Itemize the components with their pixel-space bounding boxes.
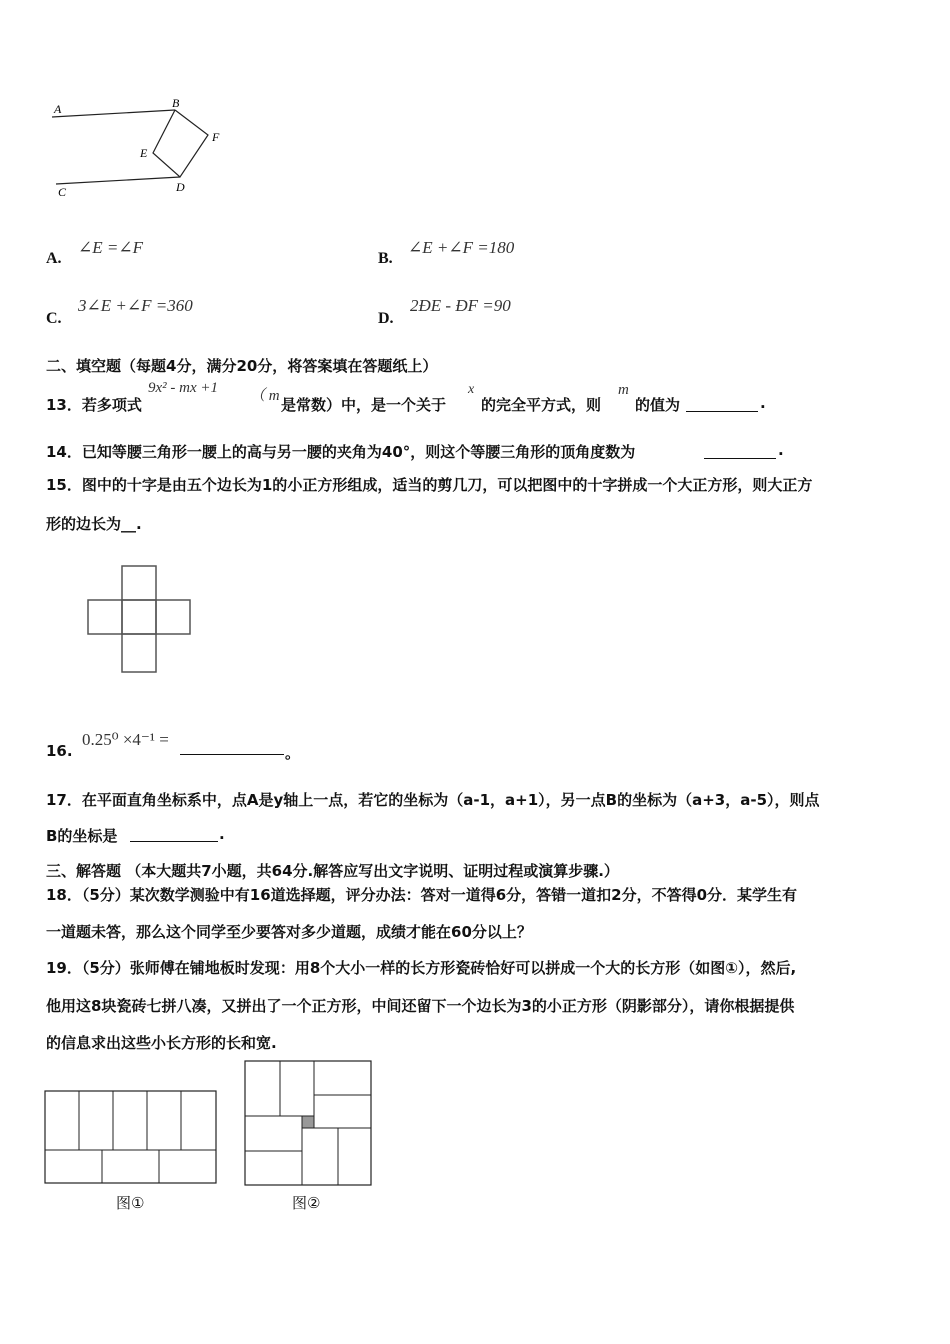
q19-line2: 他用这8块瓷砖七拼八凑，又拼出了一个正方形，中间还留下一个边长为3的小正方形（阴影部分），请你根据提供 bbox=[46, 997, 795, 1015]
q13-t4: 的值为 bbox=[635, 396, 681, 414]
label-a: A bbox=[54, 102, 62, 116]
option-d-letter: D. bbox=[378, 310, 394, 327]
label-d: D bbox=[176, 180, 185, 194]
polygon-befd bbox=[153, 110, 208, 177]
label-b: B bbox=[172, 96, 180, 110]
q13-m1: （ m bbox=[250, 388, 280, 404]
q17-line1: 17．在平面直角坐标系中，点A是y轴上一点，若它的坐标为（a-1，a+1），另一点B的坐标为（a+3，a-5），则点 bbox=[46, 791, 820, 809]
q13-m2: m bbox=[618, 382, 629, 398]
q13-poly: 9x² - mx +1 bbox=[148, 380, 219, 396]
label-e: E bbox=[140, 146, 148, 160]
q13-t2: 是常数）中，是一个关于 bbox=[281, 396, 447, 414]
option-c-letter: C. bbox=[46, 310, 62, 327]
q15-line2: 形的边长为__. bbox=[46, 515, 142, 533]
option-c-expr: 3∠E +∠F =360 bbox=[78, 296, 193, 315]
line-cd bbox=[56, 177, 180, 184]
q16-expr: 0.25⁰ ×4⁻¹ = bbox=[82, 730, 169, 749]
cross-square-left bbox=[88, 600, 122, 634]
cross-square-right bbox=[156, 600, 190, 634]
fig2-caption: 图② bbox=[292, 1194, 321, 1212]
tile-figure-1 bbox=[44, 1090, 219, 1186]
q13-t3: 的完全平方式，则 bbox=[481, 396, 602, 414]
cross-square-top bbox=[122, 566, 156, 600]
fig1-outline bbox=[45, 1091, 216, 1183]
q13-num: 13．若多项式 bbox=[46, 396, 142, 414]
q19-line3: 的信息求出这些小长方形的长和宽. bbox=[46, 1034, 277, 1052]
option-b-letter: B. bbox=[378, 250, 393, 267]
q17-end: . bbox=[219, 825, 225, 843]
q14-blank bbox=[704, 458, 776, 459]
q19-line1: 19．（5分）张师傅在铺地板时发现：用8个大小一样的长方形瓷砖恰好可以拼成一个大的长方形（如图①），然后, bbox=[46, 959, 797, 977]
q17-line2: B的坐标是 bbox=[46, 827, 118, 845]
option-d-expr: 2ÐE - ÐF =90 bbox=[410, 296, 511, 315]
label-c: C bbox=[58, 185, 67, 199]
q18-line1: 18．（5分）某次数学测验中有16道选择题，评分办法：答对一道得6分，答错一道扣2分，不答得0分．某学生有 bbox=[46, 886, 798, 904]
q13-end: . bbox=[760, 394, 766, 412]
q16-end: 。 bbox=[285, 744, 301, 762]
q16-blank bbox=[180, 754, 284, 755]
q15-line1: 15．图中的十字是由五个边长为1的小正方形组成，适当的剪几刀，可以把图中的十字拼成一个大正方形，则大正方 bbox=[46, 476, 813, 494]
tile-figure-2 bbox=[244, 1060, 374, 1188]
fig2-shaded-square bbox=[302, 1116, 314, 1128]
cross-square-center bbox=[122, 600, 156, 634]
q17-blank bbox=[130, 841, 218, 842]
q13-blank bbox=[686, 411, 758, 412]
q14-end: . bbox=[778, 441, 784, 459]
section3-title: 三、解答题 （本大题共7小题，共64分.解答应写出文字说明、证明过程或演算步骤.） bbox=[46, 862, 619, 880]
q13-x: x bbox=[468, 382, 475, 397]
option-b-expr: ∠E +∠F =180 bbox=[408, 238, 515, 257]
quadrilateral-figure bbox=[40, 95, 240, 205]
line-ab bbox=[52, 110, 175, 117]
fig1-caption: 图① bbox=[116, 1194, 145, 1212]
q16-num: 16. bbox=[46, 742, 73, 760]
section2-title: 二、填空题（每题4分，满分20分，将答案填在答题纸上） bbox=[46, 357, 438, 375]
cross-square-bottom bbox=[122, 634, 156, 672]
option-a-letter: A. bbox=[46, 250, 62, 267]
q18-line2: 一道题未答，那么这个同学至少要答对多少道题，成绩才能在60分以上？ bbox=[46, 923, 532, 941]
cross-figure bbox=[80, 560, 200, 680]
q14-text: 14．已知等腰三角形一腰上的高与另一腰的夹角为40°，则这个等腰三角形的顶角度数为 bbox=[46, 443, 636, 461]
option-a-expr: ∠E =∠F bbox=[78, 238, 143, 257]
label-f: F bbox=[212, 130, 220, 144]
